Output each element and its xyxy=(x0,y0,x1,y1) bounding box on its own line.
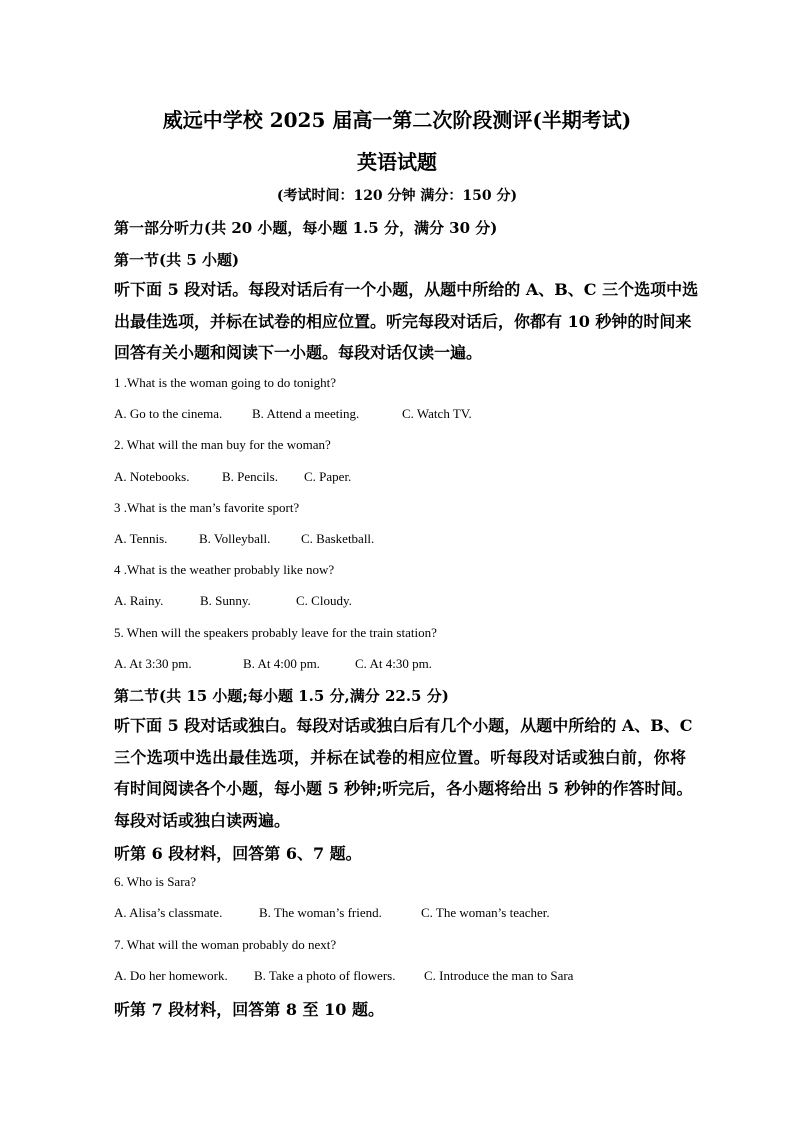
exam-subtitle: 英语试题 xyxy=(357,150,437,174)
instruction-line: 回答有关小题和阅读下一小题。每段对话仅读一遍。 xyxy=(114,343,483,362)
section1-heading: 第一节(共 5 小题) xyxy=(114,251,240,269)
option-c: C. Paper. xyxy=(304,469,352,484)
option-a: A. Notebooks. xyxy=(114,469,190,484)
instruction-line: 出最佳选项，并标在试卷的相应位置。听完每段对话后，你都有 10 秒钟的时间来 xyxy=(114,311,692,331)
option-c: C. The woman’s teacher. xyxy=(421,905,550,920)
material-6-heading: 听第 6 段材料，回答第 6、7 题。 xyxy=(114,844,362,863)
instruction-line: 三个选项中选出最佳选项，并标在试卷的相应位置。听每段对话或独白前，你将 xyxy=(114,747,686,767)
option-c: C. At 4:30 pm. xyxy=(355,656,432,671)
option-a: A. Go to the cinema. xyxy=(114,406,223,421)
option-b: B. At 4:00 pm. xyxy=(243,656,320,671)
section2-heading: 第二节(共 15 小题;每小题 1.5 分,满分 22.5 分) xyxy=(114,687,449,705)
option-b: B. Attend a meeting. xyxy=(252,406,360,421)
option-c: C. Cloudy. xyxy=(296,593,352,608)
option-c: C. Watch TV. xyxy=(402,406,472,421)
exam-title: 威远中学校 2025 届高一第二次阶段测评(半期考试) xyxy=(162,108,632,132)
instruction-line: 有时间阅读各个小题，每小题 5 秒钟;听完后，各小题将给出 5 秒钟的作答时间。 xyxy=(114,779,693,798)
question-7: 7. What will the woman probably do next? xyxy=(114,937,337,952)
material-7-heading: 听第 7 段材料，回答第 8 至 10 题。 xyxy=(114,1000,384,1019)
part1-heading: 第一部分听力(共 20 小题，每小题 1.5 分，满分 30 分) xyxy=(114,219,498,237)
option-a: A. At 3:30 pm. xyxy=(114,656,192,671)
option-b: B. Sunny. xyxy=(200,593,251,608)
option-b: B. Take a photo of flowers. xyxy=(254,968,396,983)
option-b: B. Pencils. xyxy=(222,469,278,484)
option-a: A. Do her homework. xyxy=(114,968,228,983)
question-4: 4 .What is the weather probably like now? xyxy=(114,562,335,577)
question-5: 5. When will the speakers probably leave for the train station? xyxy=(114,625,437,640)
section1-instructions xyxy=(114,274,699,369)
option-b: B. Volleyball. xyxy=(199,531,271,546)
question-1: 1 .What is the woman going to do tonight? xyxy=(114,375,337,390)
question-2: 2. What will the man buy for the woman? xyxy=(114,437,331,452)
option-c: C. Basketball. xyxy=(301,531,375,546)
instruction-line: 听下面 5 段对话或独白。每段对话或独白后有几个小题，从题中所给的 A、B、C xyxy=(114,716,693,735)
section2-instructions xyxy=(114,710,693,836)
instruction-line: 听下面 5 段对话。每段对话后有一个小题，从题中所给的 A、B、C 三个选项中选 xyxy=(114,280,699,299)
option-a: A. Rainy. xyxy=(114,593,164,608)
question-3: 3 .What is the man’s favorite sport? xyxy=(114,500,300,515)
exam-info: (考试时间：120 分钟 满分：150 分) xyxy=(276,188,518,204)
option-c: C. Introduce the man to Sara xyxy=(424,968,574,983)
option-b: B. The woman’s friend. xyxy=(259,905,382,920)
question-6: 6. Who is Sara? xyxy=(114,874,197,889)
option-a: A. Tennis. xyxy=(114,531,168,546)
option-a: A. Alisa’s classmate. xyxy=(114,905,223,920)
instruction-line: 每段对话或独白读两遍。 xyxy=(114,810,291,830)
